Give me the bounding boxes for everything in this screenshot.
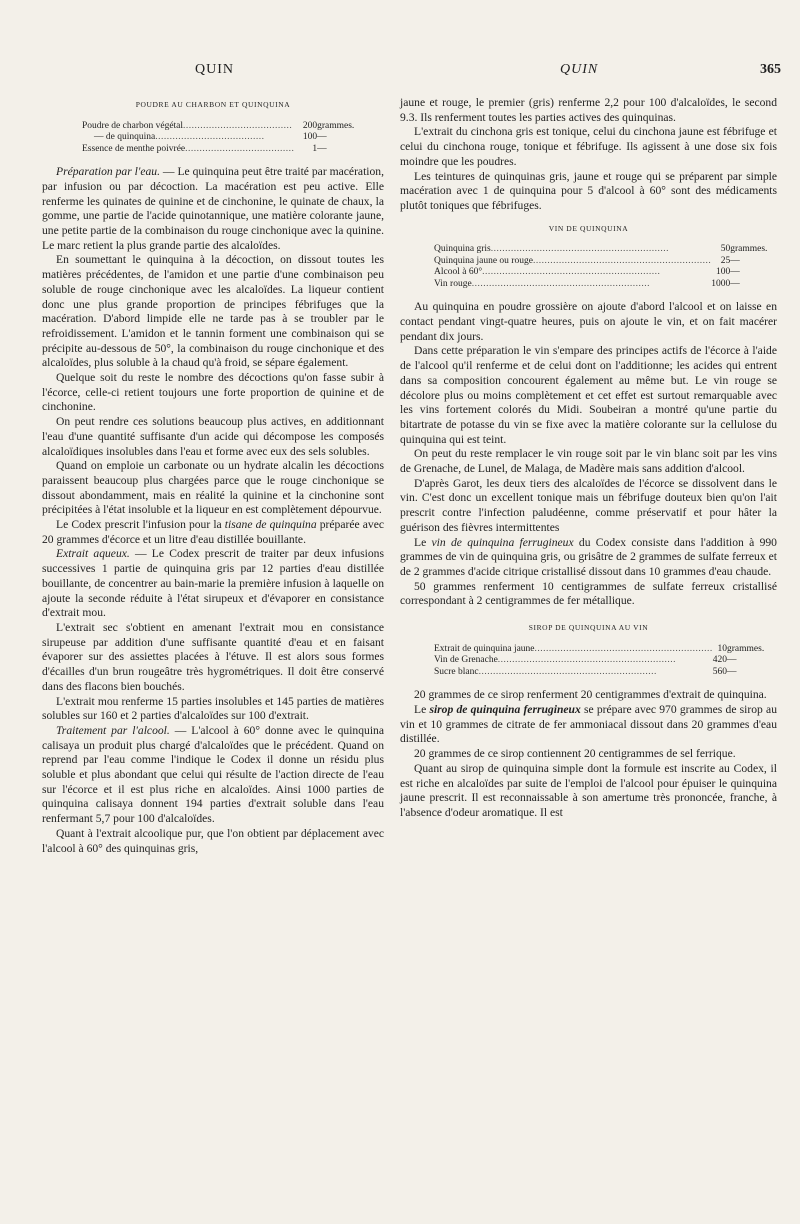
paragraph: 20 grammes de ce sirop contiennent 20 centigrammes de sel ferrique. bbox=[414, 747, 736, 761]
left-column bbox=[42, 96, 384, 856]
recipe-row: — de quinquina...................................... 100 — bbox=[82, 132, 364, 144]
emphasis: vin de quinquina ferrugineux bbox=[431, 535, 574, 549]
paragraph: 20 grammes de ce sirop renferment 20 centigrammes d'extrait de quinquina. bbox=[414, 688, 767, 702]
recipe-title: POUDRE AU CHARBON ET QUINQUINA bbox=[135, 100, 291, 109]
paragraph: Au quinquina en poudre grossière on ajoute d'abord l'alcool et on laisse en contact pendant vingt-quatre heures, puis on ajoute le vin, et on fait macérer pendant dix jours. bbox=[400, 300, 777, 343]
paragraph: D'après Garot, les deux tiers des alcaloïdes de l'écorce se dissolvent dans le vin. C'est donc un excellent tonique mais un fébrifuge douteux bien qu'on l'ait prescrit contre l'infection paludéenne, comme préservatif et pour hâter la guérison des fièvres intermittentes bbox=[400, 476, 777, 534]
recipe-title: VIN DE QUINQUINA bbox=[548, 223, 629, 233]
ingredient-name: Sucre blanc bbox=[434, 666, 479, 677]
paragraph: Dans cette préparation le vin s'empare des principes actifs de l'écorce à l'aide de l'alcool qu'il renferme et de celui dont on l'additionne; les acides qui entrent dans sa composition concourent également au même but. Le vin rouge se décolore plus ou moins complètement et cet effet est surtout remarquable avec les vins fortement colorés du Midi. Soubeiran a montré qu'une partie du bitartrate de potasse du vin se fixe avec la matière colorante sur la cellulose du quinquina qui est teint. bbox=[400, 344, 777, 446]
recipe-row: Extrait de quinquina jaune.............................................................. 10 grammes. bbox=[434, 643, 765, 654]
section-label: Traitement par l'alcool. bbox=[56, 723, 170, 737]
ingredient-unit: — bbox=[730, 267, 740, 278]
recipe-row: Quinquina jaune ou rouge.............................................................. 25 — bbox=[434, 256, 767, 268]
recipe-row: Quinquina gris.............................................................. 50 grammes. bbox=[434, 244, 768, 255]
ingredient-name: Extrait de quinquina jaune bbox=[434, 643, 535, 654]
recipe-row: Alcool à 60°.............................................................. 100 — bbox=[434, 267, 767, 279]
paragraph: Le sirop de quinquina ferrugineux se prépare avec 970 grammes de sirop au vin et 10 grammes de citrate de fer ammoniacal dissout dans 20 grammes d'eau distillée. bbox=[400, 703, 777, 746]
ingredient-unit: — bbox=[727, 666, 737, 677]
ingredient-name: Alcool à 60° bbox=[434, 267, 483, 278]
ingredient-unit: — bbox=[317, 132, 327, 143]
ingredient-unit: — bbox=[317, 143, 327, 154]
ingredient-name: Vin rouge bbox=[434, 278, 472, 289]
paragraph: Préparation par l'eau. — Le quinquina peut être traité par macération, par infusion ou par décoction. La macération est peu active. Elle renferme les quinates de quinine et de cinchonine, le quinate de chaux, la gomme, une partie de l'acide quinotannique, une matière colorante jaune, une petite partie de la combinaison du rouge cinchonique avec la quinine. Le marc retient la plus grande partie des alcaloïdes. bbox=[42, 165, 385, 252]
section-label: Extrait aqueux. bbox=[56, 547, 130, 561]
ingredient-qty: 200 bbox=[302, 120, 318, 131]
paragraph: Le vin de quinquina ferrugineux du Codex consiste dans l'addition à 990 grammes de vin de quinquina gris, ou grisâtre de 2 grammes de sulfate ferreux et de 2 grammes d'acide citrique cristallisé dissout dans 10 grammes d'eau chaude. bbox=[400, 535, 777, 578]
ingredient-qty: 1 bbox=[312, 143, 318, 154]
paragraph: Extrait aqueux. — Le Codex prescrit de traiter par deux infusions successives 1 partie de quinquina gris par 12 parties d'eau distillée bouillante, de concentrer au bain-marie la première infusion à laquelle on ajoute la seconde réduite à l'état sirupeux et d'évaporer en consistance d'extrait mou. bbox=[42, 547, 384, 620]
ingredient-unit: grammes. bbox=[727, 643, 765, 654]
paragraph: Le Codex prescrit l'infusion pour la tisane de quinquina préparée avec 20 grammes d'écorce et un litre d'eau distillée bouillante. bbox=[42, 518, 384, 546]
paragraph: On peut du reste remplacer le vin rouge soit par le vin blanc soit par les vins de Grenache, de Lunel, de Malaga, de Madère mais sans addition d'alcool. bbox=[400, 447, 777, 476]
ingredient-unit: grammes. bbox=[730, 244, 768, 255]
right-column bbox=[400, 96, 777, 821]
recipe-table bbox=[82, 121, 364, 156]
paragraph: jaune et rouge, le premier (gris) renferme 2,2 pour 100 d'alcaloïdes, le second 9.3. Ils renferment toutes les parties actives des quinquinas. bbox=[400, 96, 777, 124]
ingredient-qty: 100 bbox=[302, 132, 318, 143]
ingredient-qty: 50 bbox=[720, 244, 731, 255]
ingredient-qty: 25 bbox=[720, 255, 731, 266]
ingredient-qty: 10 bbox=[717, 643, 728, 654]
ingredient-qty: 560 bbox=[712, 666, 728, 677]
recipe-row: Vin de Grenache.............................................................. 420 — bbox=[434, 655, 764, 667]
paragraph: Les teintures de quinquinas gris, jaune et rouge qui se préparent par simple macération avec 1 de quinquina pour 5 d'alcool à 60° sont des médicaments plutôt toniques que fébrifuges. bbox=[400, 169, 777, 212]
ingredient-qty: 100 bbox=[715, 267, 731, 278]
page-header bbox=[0, 62, 800, 82]
recipe-row: Essence de menthe poivrée...................................... 1 — bbox=[82, 144, 364, 156]
ingredient-name: Vin de Grenache bbox=[434, 655, 498, 666]
ingredient-unit: grammes. bbox=[317, 120, 355, 131]
ingredient-qty: 1000 bbox=[711, 278, 731, 289]
paragraph: L'extrait mou renferme 15 parties insolubles et 145 parties de matières solubles sur 160 et 2 parties d'alcaloïdes sur 100 d'extrait. bbox=[42, 694, 384, 723]
ingredient-unit: — bbox=[730, 278, 740, 289]
recipe-table bbox=[434, 644, 764, 679]
paragraph: On peut rendre ces solutions beaucoup plus actives, en additionnant l'eau d'une quantité suffisante d'un acide qui décompose les composés alcaloïdiques insolubles dans l'eau et forme avec eux des sels solubles. bbox=[42, 415, 384, 458]
paragraph: En soumettant le quinquina à la décoction, on dissout toutes les matières précédentes, de l'amidon et une partie d'une combinaison peu soluble de rouge cinchonique avec les alcaloïdes. La liqueur contient donc une plus grande proportion de principes fébrifuges que la macération. D'abord limpide elle ne tarde pas à se troubler par le refroidissement. L'amidon et le tannin forment une combinaison qui se précipite au-dessous de 50°, la combinaison du rouge cinchonique et des alcaloïdes, plus soluble à la chaud qu'à froid, se sépare également. bbox=[42, 253, 384, 370]
paragraph: Quant à l'extrait alcoolique pur, que l'on obtient par déplacement avec l'alcool à 60° des quinquinas gris, bbox=[42, 826, 384, 855]
recipe-row: Sucre blanc.............................................................. 560 — bbox=[434, 667, 764, 679]
running-head-left: QUIN bbox=[195, 62, 234, 77]
ingredient-name: — de quinquina bbox=[94, 132, 156, 143]
ingredient-name: Poudre de charbon végétal bbox=[82, 120, 184, 131]
paragraph: L'extrait sec s'obtient en amenant l'extrait mou en consistance sirupeuse par addition d'une suffisante quantité d'eau et en faisant évaporer sur des assiettes placées à l'étuve. Il est alors sous formes d'écailles d'un brun rougeâtre très hygrométriques. Il doit être conservé dans des flacons bien bouchés. bbox=[42, 621, 384, 693]
paragraph: 50 grammes renferment 10 centigrammes de sulfate ferreux cristallisé correspondant à 2 centigrammes de fer métallique. bbox=[400, 579, 777, 608]
emphasis: sirop de quinquina ferrugineux bbox=[429, 703, 581, 716]
ingredient-name: Essence de menthe poivrée bbox=[82, 143, 186, 154]
recipe-row: Vin rouge.............................................................. 1000 — bbox=[434, 279, 767, 291]
ingredient-unit: — bbox=[727, 655, 737, 666]
running-head-right: QUIN bbox=[560, 62, 599, 77]
ingredient-unit: — bbox=[730, 255, 740, 266]
paragraph: Quant au sirop de quinquina simple dont la formule est inscrite au Codex, il est riche en alcaloïdes par suite de l'emploi de l'alcool pour épuiser le quinquina jaune prescrit. Il est reconnaissable à son amertume très prononcée, franche, à l'absence d'odeur aromatique. Il est bbox=[400, 761, 777, 819]
section-label: Préparation par l'eau. bbox=[56, 165, 160, 179]
paragraph: Quand on emploie un carbonate ou un hydrate alcalin les décoctions paraissent beaucoup plus chargées parce que le rouge cinchonique se dissout abondamment, mais en réalité la quinine et la cinchonine sont précipitées à l'état insoluble et la liqueur en est complètement dépourvue. bbox=[42, 459, 384, 517]
recipe-row: Poudre de charbon végétal...................................... 200 grammes. bbox=[82, 121, 364, 133]
ingredient-qty: 420 bbox=[712, 655, 728, 666]
page-number: 365 bbox=[760, 62, 781, 77]
recipe-table bbox=[434, 244, 767, 290]
ingredient-name: Quinquina jaune ou rouge bbox=[434, 255, 533, 266]
emphasis: tisane de quinquina bbox=[224, 518, 317, 532]
recipe-title: SIROP DE QUINQUINA AU VIN bbox=[528, 623, 649, 633]
paragraph: Traitement par l'alcool. — L'alcool à 60° donne avec le quinquina calisaya un produit plus chargé d'alcaloïdes que le précédent. Quand on reprend par l'eau comme l'indique le Codex il donne un résidu plus soluble et plus abondant que celui qui résulte de l'action directe de l'eau sur l'écorce et il est plus riche en alcaloïdes. Ainsi 1000 parties de quinquina calisaya donnent 194 parties d'extrait soluble dans l'eau renfermant 5,7 pour 100 d'alcaloïdes. bbox=[42, 723, 384, 826]
paragraph: Quelque soit du reste le nombre des décoctions qu'on fasse subir à l'écorce, celle-ci retient toujours une forte proportion de quinine et de cinchonine. bbox=[42, 371, 384, 414]
ingredient-name: Quinquina gris bbox=[434, 244, 491, 255]
paragraph: L'extrait du cinchona gris est tonique, celui du cinchona jaune est fébrifuge et celui du cinchona rouge, tonique et fébrifuge. Ils agissent à une dose six fois moindre que les poudres. bbox=[400, 125, 777, 168]
